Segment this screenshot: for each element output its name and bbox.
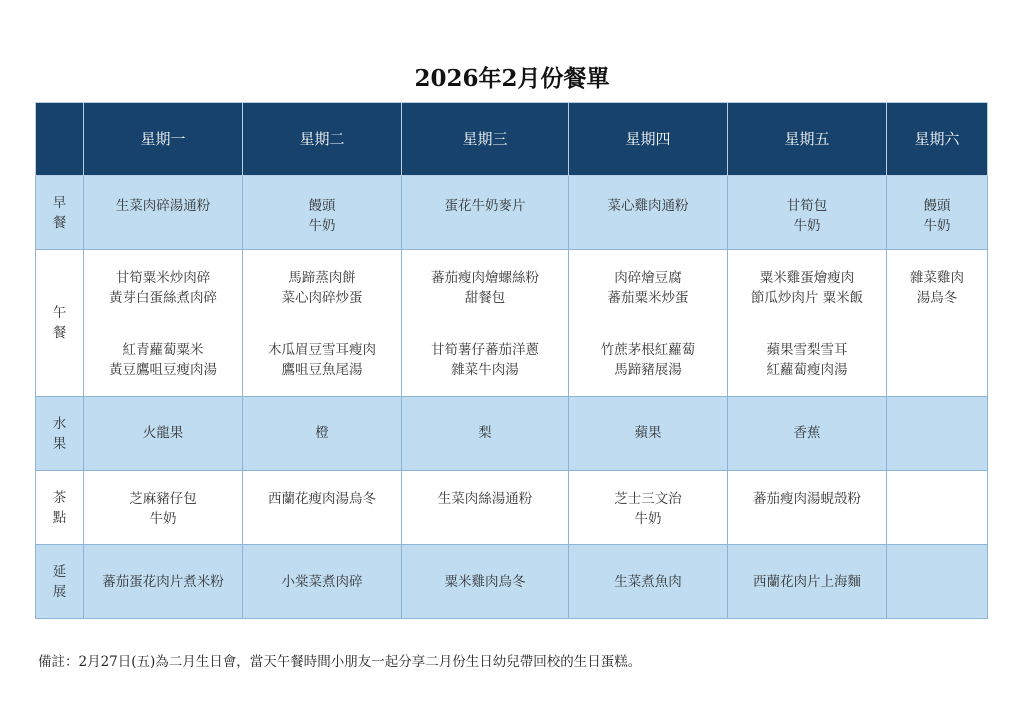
menu-cell	[569, 397, 728, 471]
meal-label	[36, 471, 84, 545]
menu-item: 粟米雞蛋燴瘦肉	[759, 270, 855, 286]
menu-item: 香蕉	[793, 425, 821, 441]
meal-row-fruit	[36, 397, 988, 471]
menu-item: 甘筍粟米炒肉碎	[115, 270, 211, 286]
menu-item: 雜菜牛肉湯	[451, 362, 519, 378]
menu-item: 蕃茄瘦肉燴螺絲粉	[431, 270, 539, 286]
meal-label-char: 展	[52, 583, 67, 600]
menu-item: 甜餐包	[464, 290, 506, 306]
menu-cell	[243, 545, 402, 619]
menu-item: 甘筍薯仔蕃茄洋蔥	[431, 342, 539, 358]
menu-cell	[84, 176, 243, 250]
soup-group	[402, 340, 568, 380]
meal-label-char: 點	[52, 509, 67, 526]
remark-note: 備註：2月27日(五)為二月生日會，當天午餐時間小朋友一起分享二月份生日幼兒帶回校的生日蛋糕。	[38, 654, 642, 670]
meal-label-char: 延	[52, 563, 67, 580]
menu-item: 牛奶	[634, 511, 662, 527]
day-header: 星期五	[728, 103, 887, 176]
menu-cell	[84, 250, 243, 397]
menu-item: 火龍果	[142, 425, 184, 441]
main-dish-group	[728, 268, 886, 308]
menu-item: 菜心雞肉通粉	[607, 198, 689, 214]
main-dish-group	[569, 268, 727, 308]
corner-cell	[36, 103, 84, 176]
meal-label-char: 水	[52, 415, 67, 432]
menu-item: 牛奶	[793, 218, 821, 234]
menu-item: 湯烏冬	[916, 290, 958, 306]
menu-item: 蛋花牛奶麥片	[444, 198, 526, 214]
menu-item: 橙	[315, 425, 329, 441]
menu-item: 鷹咀豆魚尾湯	[281, 362, 363, 378]
soup-group	[84, 340, 242, 380]
menu-cell	[569, 250, 728, 397]
menu-item: 紅青蘿蔔粟米	[122, 342, 204, 358]
menu-cell	[728, 397, 887, 471]
menu-cell	[402, 545, 569, 619]
menu-cell	[84, 397, 243, 471]
meal-label-char: 早	[52, 194, 67, 211]
main-dish-group	[887, 268, 987, 308]
menu-item: 梨	[478, 425, 492, 441]
menu-cell	[887, 471, 988, 545]
menu-item: 西蘭花瘦肉湯烏冬	[268, 491, 376, 507]
menu-cell	[84, 545, 243, 619]
page-title: 2026年2月份餐單	[414, 65, 610, 92]
menu-item: 生菜肉絲湯通粉	[437, 491, 533, 507]
menu-item: 芝麻豬仔包	[129, 491, 197, 507]
menu-cell	[402, 176, 569, 250]
menu-cell	[887, 545, 988, 619]
menu-item: 牛奶	[308, 218, 336, 234]
menu-cell	[569, 176, 728, 250]
meal-row-extended	[36, 545, 988, 619]
meal-label	[36, 176, 84, 250]
main-dish-group	[84, 268, 242, 308]
menu-cell	[569, 545, 728, 619]
menu-cell	[243, 250, 402, 397]
menu-cell	[243, 471, 402, 545]
menu-item: 馬蹄蒸肉餅	[288, 270, 356, 286]
soup-group	[569, 340, 727, 380]
menu-item: 肉碎燴豆腐	[614, 270, 682, 286]
menu-item: 小棠菜煮肉碎	[281, 574, 363, 590]
meal-label	[36, 250, 84, 397]
menu-cell	[243, 176, 402, 250]
day-header: 星期四	[569, 103, 728, 176]
menu-item: 馬蹄豬展湯	[614, 362, 682, 378]
menu-item: 雜菜雞肉	[910, 270, 964, 286]
meal-row-breakfast	[36, 176, 988, 250]
table-header-row	[36, 103, 988, 176]
menu-item: 牛奶	[923, 218, 951, 234]
meal-label-char: 茶	[52, 489, 67, 506]
menu-cell	[402, 471, 569, 545]
menu-item: 饅頭	[308, 198, 336, 214]
menu-item: 菜心肉碎炒蛋	[281, 290, 363, 306]
main-dish-group	[243, 268, 401, 308]
menu-item: 饅頭	[923, 198, 951, 214]
menu-cell	[243, 397, 402, 471]
meal-label	[36, 397, 84, 471]
menu-item: 木瓜眉豆雪耳瘦肉	[268, 342, 376, 358]
menu-cell	[887, 176, 988, 250]
meal-label	[36, 545, 84, 619]
meal-row-snack	[36, 471, 988, 545]
meal-label-char: 餐	[52, 325, 67, 341]
soup-group	[728, 340, 886, 380]
menu-cell	[402, 397, 569, 471]
menu-item: 生菜肉碎湯通粉	[115, 198, 211, 214]
menu-item: 西蘭花肉片上海麵	[753, 574, 861, 590]
menu-item: 蕃茄粟米炒蛋	[607, 290, 689, 306]
menu-item: 生菜煮魚肉	[614, 574, 682, 590]
day-header: 星期三	[402, 103, 569, 176]
menu-item: 蕃茄蛋花肉片煮米粉	[102, 574, 224, 590]
meal-label-char: 餐	[52, 214, 67, 231]
menu-item: 紅蘿蔔瘦肉湯	[766, 362, 848, 378]
menu-item: 黃芽白蛋絲煮肉碎	[109, 290, 217, 306]
menu-cell	[728, 471, 887, 545]
menu-item: 蕃茄瘦肉湯蜆殼粉	[753, 491, 861, 507]
menu-item: 甘筍包	[786, 198, 828, 214]
menu-item: 芝士三文治	[614, 491, 682, 507]
menu-cell	[728, 250, 887, 397]
menu-cell	[569, 471, 728, 545]
menu-cell	[887, 250, 988, 397]
menu-item: 粟米雞肉烏冬	[444, 574, 526, 590]
soup-group	[243, 340, 401, 380]
meal-label-char: 果	[52, 435, 67, 452]
menu-cell	[887, 397, 988, 471]
menu-item: 竹蔗茅根紅蘿蔔	[600, 342, 696, 358]
main-dish-group	[402, 268, 568, 308]
menu-cell	[402, 250, 569, 397]
day-header: 星期一	[84, 103, 243, 176]
menu-item: 蘋果	[634, 425, 662, 441]
meal-row-lunch	[36, 250, 988, 397]
day-header: 星期六	[887, 103, 988, 176]
menu-item: 牛奶	[149, 511, 177, 527]
menu-cell	[84, 471, 243, 545]
menu-item: 蘋果雪梨雪耳	[766, 342, 848, 358]
menu-table	[35, 102, 988, 619]
menu-item: 黃豆鷹咀豆瘦肉湯	[109, 362, 217, 378]
menu-cell	[728, 545, 887, 619]
menu-cell	[728, 176, 887, 250]
menu-item: 節瓜炒肉片 粟米飯	[750, 290, 864, 306]
day-header: 星期二	[243, 103, 402, 176]
meal-label-char: 午	[52, 305, 67, 321]
